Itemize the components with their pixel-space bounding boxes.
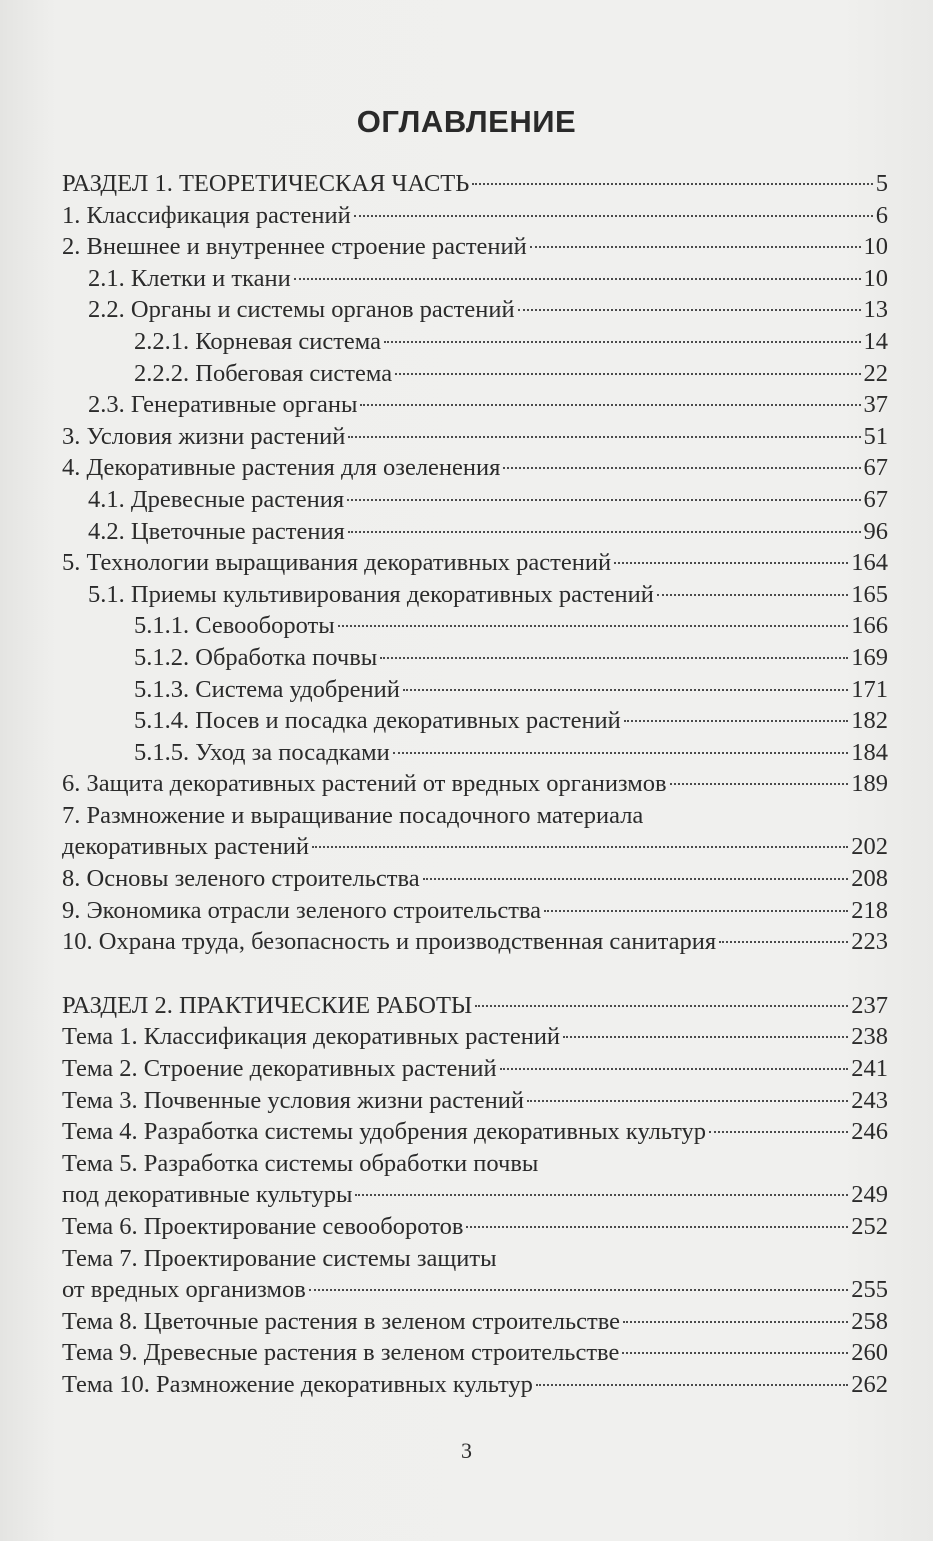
leader-dots (395, 373, 860, 375)
leader-dots (472, 183, 872, 185)
toc-entry-page: 6 (875, 201, 888, 229)
toc-entry-label: Тема 1. Классификация декоративных растений (62, 1023, 561, 1051)
leader-dots (466, 1226, 848, 1228)
toc-entry-label: 10. Охрана труда, безопасность и производственная санитария (62, 928, 717, 956)
toc-entry[interactable] (62, 1053, 888, 1085)
toc-entry-label: 3. Условия жизни растений (62, 422, 346, 450)
toc-entry[interactable] (62, 863, 888, 895)
toc-entry-label: 5. Технологии выращивания декоративных растений (62, 549, 612, 577)
page-number: 3 (461, 1438, 472, 1463)
leader-dots (403, 689, 848, 691)
toc-entry[interactable] (62, 768, 888, 800)
toc-entry[interactable] (62, 484, 888, 516)
toc-entry[interactable] (62, 452, 888, 484)
toc-entry[interactable] (62, 1274, 888, 1306)
toc-entry[interactable] (62, 294, 888, 326)
toc-entry-page: 252 (851, 1213, 888, 1240)
toc-entry-label: РАЗДЕЛ 1. ТЕОРЕТИЧЕСКАЯ ЧАСТЬ (62, 170, 470, 197)
toc-entry[interactable] (62, 1085, 888, 1117)
toc-entry-label: 9. Экономика отрасли зеленого строительства (62, 896, 542, 924)
toc-entry-page: 249 (851, 1181, 888, 1209)
toc-entry-label: 5.1.5. Уход за посадками (134, 738, 390, 766)
toc-entry-label: 5.1.4. Посев и посадка декоративных растений (134, 707, 621, 735)
toc-entry[interactable] (62, 705, 888, 737)
toc-entry[interactable] (62, 263, 888, 295)
toc-entry-label: Тема 6. Проектирование севооборотов (62, 1213, 464, 1240)
leader-dots (536, 1384, 848, 1386)
toc-entry-page: 237 (851, 991, 888, 1019)
toc-entry-label: 2.2.1. Корневая система (134, 327, 382, 355)
toc-entry[interactable] (62, 831, 888, 863)
toc-entry-label: 2.2. Органы и системы органов растений (88, 296, 515, 324)
toc-entry-page: 255 (851, 1276, 888, 1304)
toc-entry[interactable] (62, 674, 888, 706)
leader-dots (423, 878, 849, 880)
leader-dots (393, 752, 848, 754)
toc-entry[interactable] (62, 1179, 888, 1211)
toc-entry[interactable] (62, 895, 888, 927)
leader-dots (312, 846, 848, 848)
toc-entry-label: Тема 3. Почвенные условия жизни растений (62, 1086, 525, 1114)
table-of-contents (62, 168, 888, 1401)
toc-entry-page: 169 (851, 643, 888, 671)
toc-entry-page: 37 (863, 391, 888, 419)
leader-dots (719, 941, 848, 943)
toc-entry-label: Тема 4. Разработка системы удобрения декоративных культур (62, 1118, 706, 1146)
toc-entry-page: 246 (851, 1118, 888, 1146)
toc-entry[interactable] (62, 516, 888, 548)
toc-entry-first-line[interactable] (62, 1148, 888, 1180)
toc-entry-label: 4. Декоративные растения для озеленения (62, 454, 501, 482)
toc-entry-label: 2. Внешнее и внутреннее строение растений (62, 233, 527, 261)
toc-entry-label: Тема 2. Строение декоративных растений (62, 1055, 497, 1083)
toc-entry-label: 5.1.3. Система удобрений (134, 675, 400, 703)
leader-dots (360, 404, 860, 406)
toc-entry[interactable] (62, 168, 888, 200)
toc-entry[interactable] (62, 358, 888, 390)
toc-entry-label: 7. Размножение и выращивание посадочного материала (62, 801, 644, 829)
leader-dots (348, 531, 861, 533)
toc-entry[interactable] (62, 389, 888, 421)
leader-dots (338, 625, 849, 627)
leader-dots (709, 1131, 848, 1133)
leader-dots (384, 341, 860, 343)
toc-entry-label: Тема 10. Размножение декоративных культур (62, 1370, 533, 1398)
leader-dots (544, 910, 848, 912)
leader-dots (503, 467, 860, 469)
toc-entry-label: 8. Основы зеленого строительства (62, 865, 420, 893)
toc-entry[interactable] (62, 1369, 888, 1401)
toc-entry-page: 258 (851, 1307, 888, 1335)
toc-entry-label: от вредных организмов (62, 1276, 306, 1304)
leader-dots (623, 1321, 848, 1323)
toc-entry-label: 5.1.1. Севообороты (134, 612, 335, 640)
toc-entry[interactable] (62, 1116, 888, 1148)
toc-entry-label: Тема 9. Древесные растения в зеленом строительстве (62, 1339, 620, 1367)
toc-entry-page: 22 (863, 359, 888, 387)
leader-dots (348, 436, 860, 438)
leader-dots (563, 1036, 848, 1038)
leader-dots (657, 594, 848, 596)
toc-entry-label: 4.1. Древесные растения (88, 485, 345, 513)
toc-entry-label: 4.2. Цветочные растения (88, 517, 345, 545)
toc-entry-label: РАЗДЕЛ 2. ПРАКТИЧЕСКИЕ РАБОТЫ (62, 991, 473, 1019)
toc-entry-page: 223 (851, 928, 888, 956)
toc-entry-label: 2.1. Клетки и ткани (88, 264, 291, 292)
toc-entry-page: 96 (863, 517, 888, 545)
leader-dots (530, 246, 861, 248)
toc-entry-page: 218 (851, 896, 888, 924)
toc-entry[interactable] (62, 1306, 888, 1338)
toc-entry[interactable] (62, 737, 888, 769)
leader-dots (347, 499, 860, 501)
toc-entry[interactable] (62, 579, 888, 611)
toc-entry-page: 14 (863, 327, 888, 355)
toc-entry-page: 166 (851, 612, 888, 640)
leader-dots (670, 783, 849, 785)
toc-entry-page: 165 (851, 580, 888, 608)
toc-entry-label: 5.1.2. Обработка почвы (134, 643, 378, 671)
toc-entry-page: 5 (875, 170, 888, 197)
toc-entry[interactable] (62, 1211, 888, 1243)
leader-dots (294, 278, 861, 280)
toc-entry-page: 164 (851, 549, 888, 577)
toc-entry[interactable] (62, 326, 888, 358)
toc-entry-label: 6. Защита декоративных растений от вредных организмов (62, 770, 667, 798)
toc-entry-label: Тема 7. Проектирование системы защиты (62, 1244, 497, 1272)
toc-entry-label: 2.2.2. Побеговая система (134, 359, 393, 387)
toc-entry-page: 262 (851, 1370, 888, 1398)
leader-dots (354, 215, 873, 217)
toc-entry[interactable] (62, 610, 888, 642)
toc-entry[interactable] (62, 421, 888, 453)
toc-entry-page: 10 (863, 233, 888, 261)
toc-entry-page: 67 (863, 485, 888, 513)
toc-entry-label: Тема 5. Разработка системы обработки почвы (62, 1149, 539, 1177)
toc-entry-label: Тема 8. Цветочные растения в зеленом строительстве (62, 1307, 621, 1335)
toc-entry-first-line[interactable] (62, 1243, 888, 1275)
leader-dots (475, 1005, 848, 1007)
toc-entry[interactable] (62, 1021, 888, 1053)
toc-entry-page: 202 (851, 833, 888, 861)
toc-entry-page: 189 (851, 770, 888, 798)
toc-entry-page: 182 (851, 707, 888, 735)
toc-entry-page: 13 (863, 296, 888, 324)
toc-entry-page: 241 (851, 1055, 888, 1083)
leader-dots (527, 1100, 848, 1102)
toc-entry-label: декоративных растений (62, 833, 309, 861)
leader-dots (622, 1352, 848, 1354)
toc-entry[interactable] (62, 926, 888, 958)
leader-dots (614, 562, 848, 564)
toc-entry-page: 67 (863, 454, 888, 482)
toc-entry[interactable] (62, 1337, 888, 1369)
section-gap (62, 958, 888, 990)
toc-entry-page: 184 (851, 738, 888, 766)
toc-entry-page: 243 (851, 1086, 888, 1114)
leader-dots (309, 1289, 848, 1291)
toc-entry-page: 10 (863, 264, 888, 292)
toc-entry[interactable] (62, 200, 888, 232)
toc-entry-label: 5.1. Приемы культивирования декоративных растений (88, 580, 654, 608)
leader-dots (355, 1194, 848, 1196)
toc-entry-first-line[interactable] (62, 800, 888, 832)
page-title: ОГЛАВЛЕНИЕ (356, 104, 577, 139)
toc-entry-page: 171 (851, 675, 888, 703)
toc-entry-page: 51 (863, 422, 888, 450)
toc-entry-page: 238 (851, 1023, 888, 1051)
toc-entry-page: 260 (851, 1339, 888, 1367)
toc-entry-page: 208 (851, 865, 888, 893)
leader-dots (624, 720, 848, 722)
toc-entry[interactable] (62, 547, 888, 579)
toc-entry-label: 1. Классификация растений (62, 201, 351, 229)
leader-dots (500, 1068, 849, 1070)
leader-dots (380, 657, 848, 659)
toc-entry-label: 2.3. Генеративные органы (88, 391, 358, 419)
toc-entry-label: под декоративные культуры (62, 1181, 353, 1209)
toc-entry[interactable] (62, 990, 888, 1022)
toc-entry[interactable] (62, 642, 888, 674)
leader-dots (518, 309, 861, 311)
toc-entry[interactable] (62, 231, 888, 263)
